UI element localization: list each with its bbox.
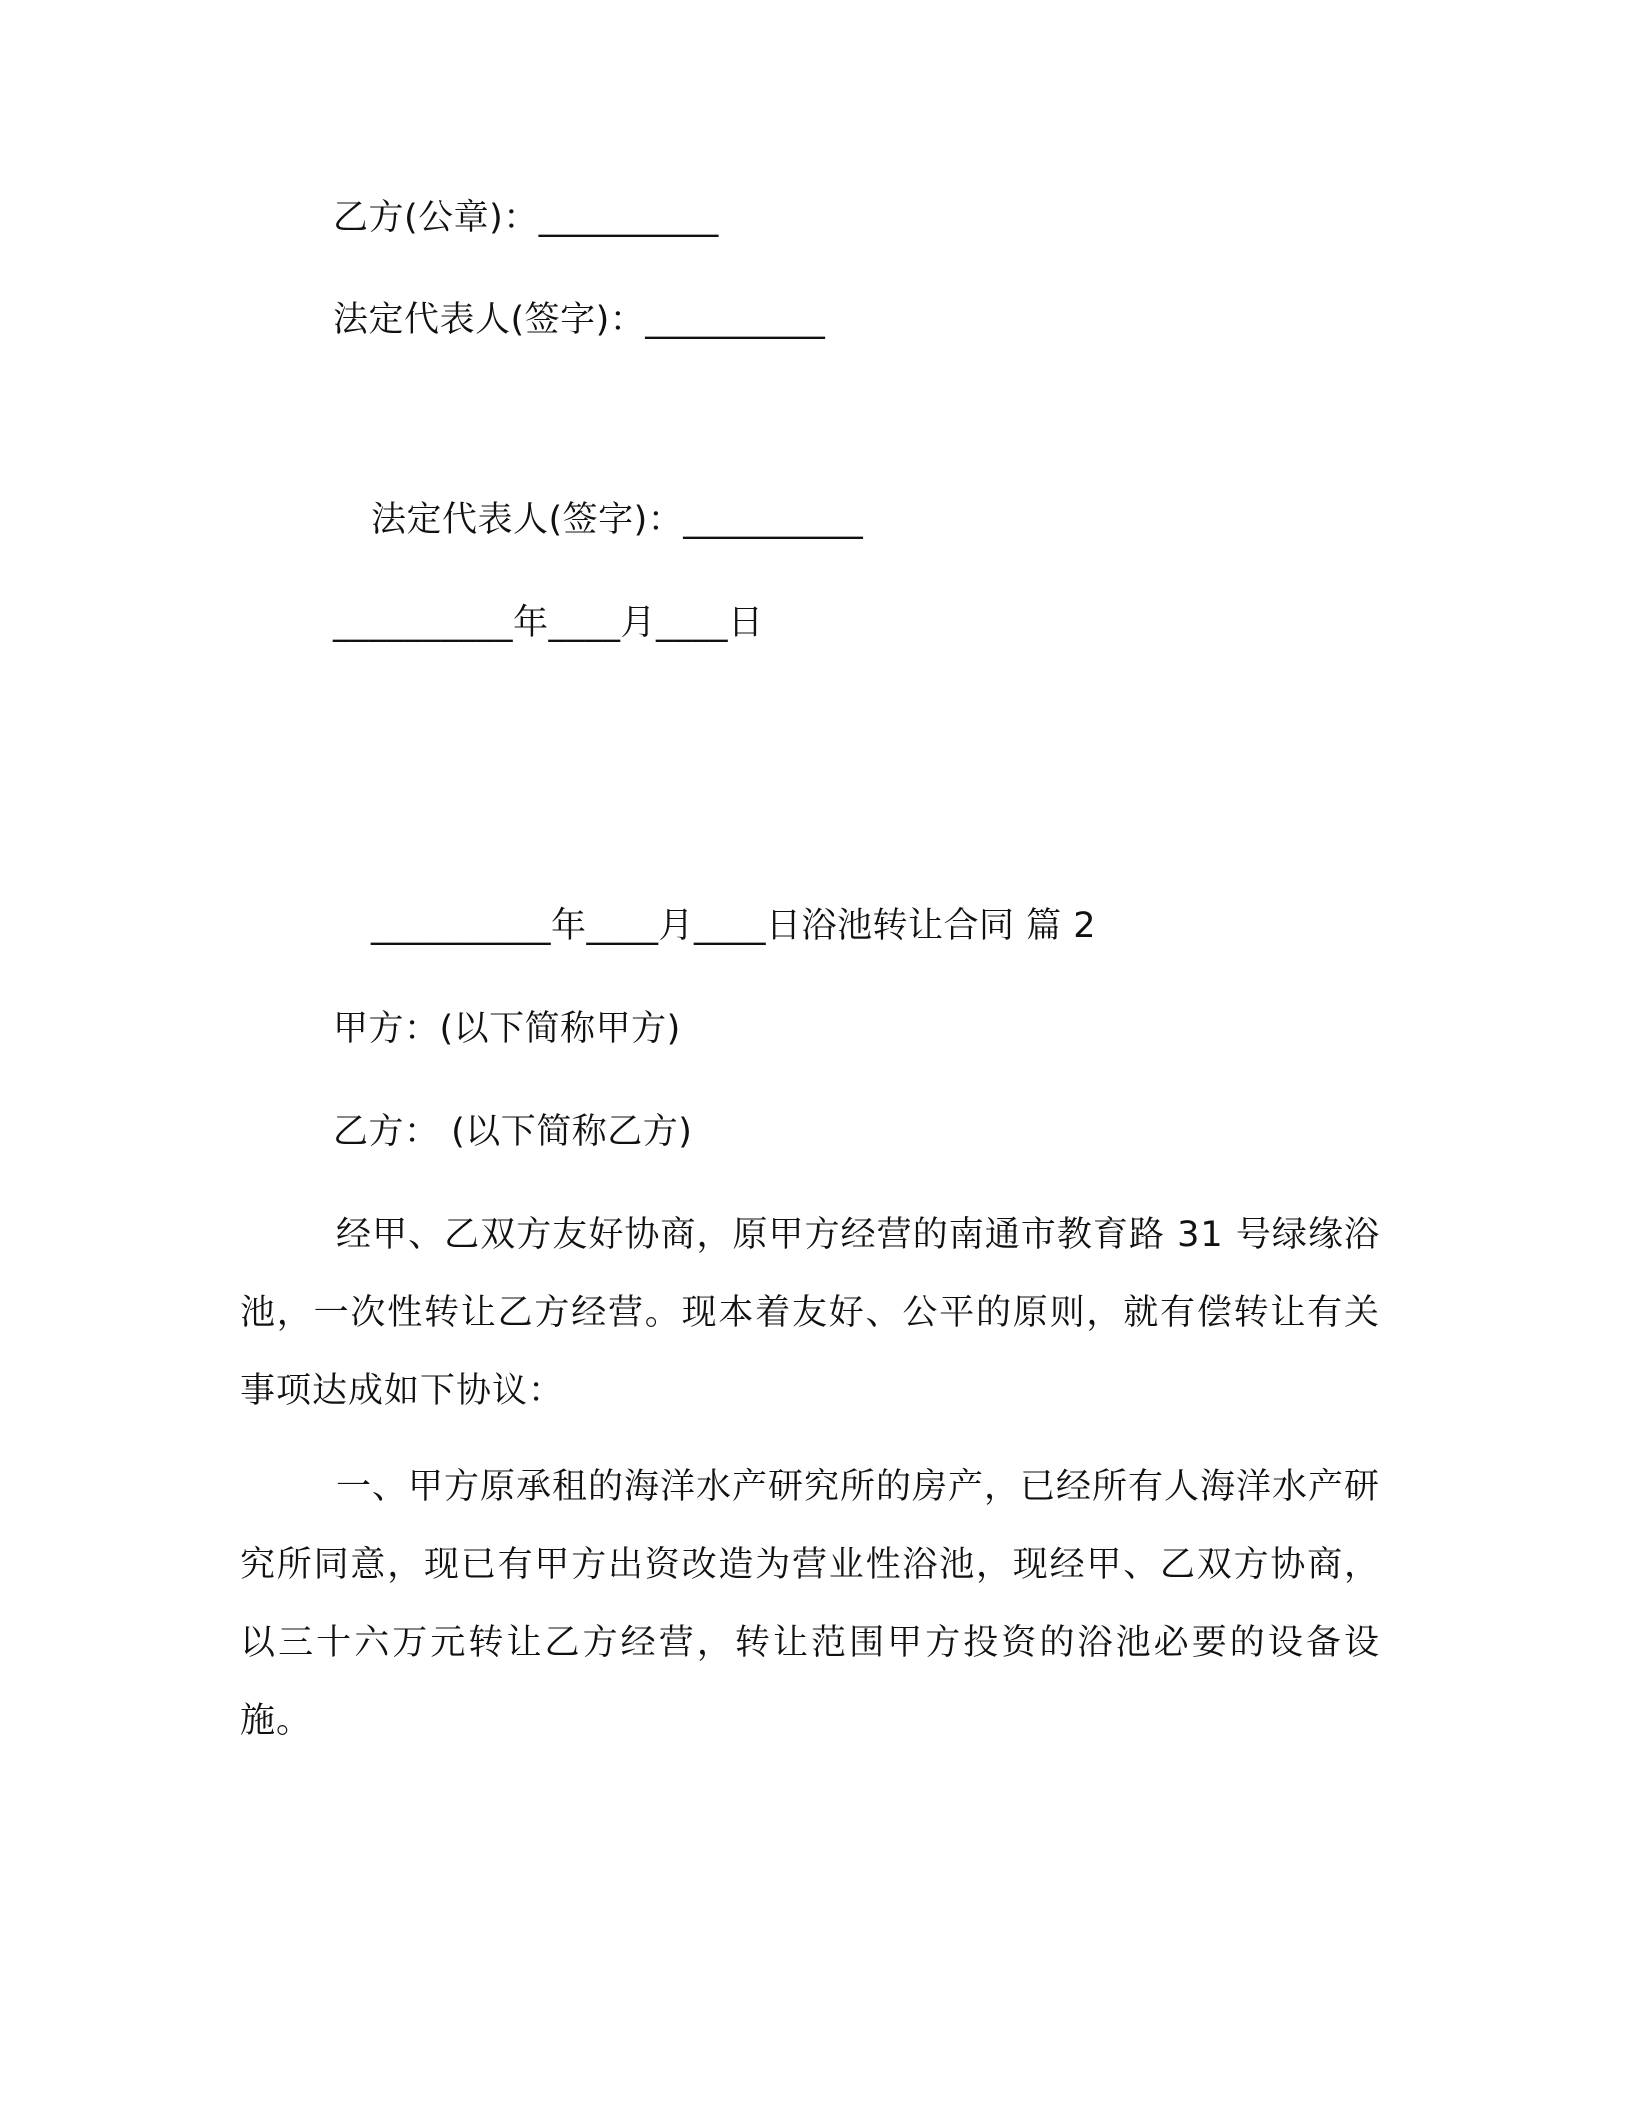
party-b-seal-line: 乙方(公章)：__________	[333, 198, 719, 238]
party-a-line: 甲方：(以下简称甲方)	[333, 1009, 681, 1049]
party-b-line: 乙方： (以下简称乙方)	[333, 1112, 693, 1152]
legal-representative-signature-line: 法定代表人(签字)：__________	[333, 300, 826, 340]
contract-title: __________年____月____日浴池转让合同 篇 2	[371, 906, 1097, 946]
paragraph-clause-1	[240, 1448, 1380, 1760]
date-line: __________年____月____日	[333, 603, 764, 643]
paragraph-text: 经甲、乙双方友好协商，原甲方经营的南通市教育路 31 号绿缘浴池，一次性转让乙方经营。现本着友好、公平的原则，就有偿转让有关事项达成如下协议：	[240, 1215, 1380, 1411]
paragraph-preamble	[240, 1196, 1380, 1430]
paragraph-text: 一、甲方原承租的海洋水产研究所的房产，已经所有人海洋水产研究所同意，现已有甲方出资改造为营业性浴池，现经甲、乙双方协商，以三十六万元转让乙方经营，转让范围甲方投资的浴池必要的设备设施。	[240, 1467, 1381, 1741]
legal-representative-signature-line: 法定代表人(签字)：__________	[371, 500, 864, 540]
